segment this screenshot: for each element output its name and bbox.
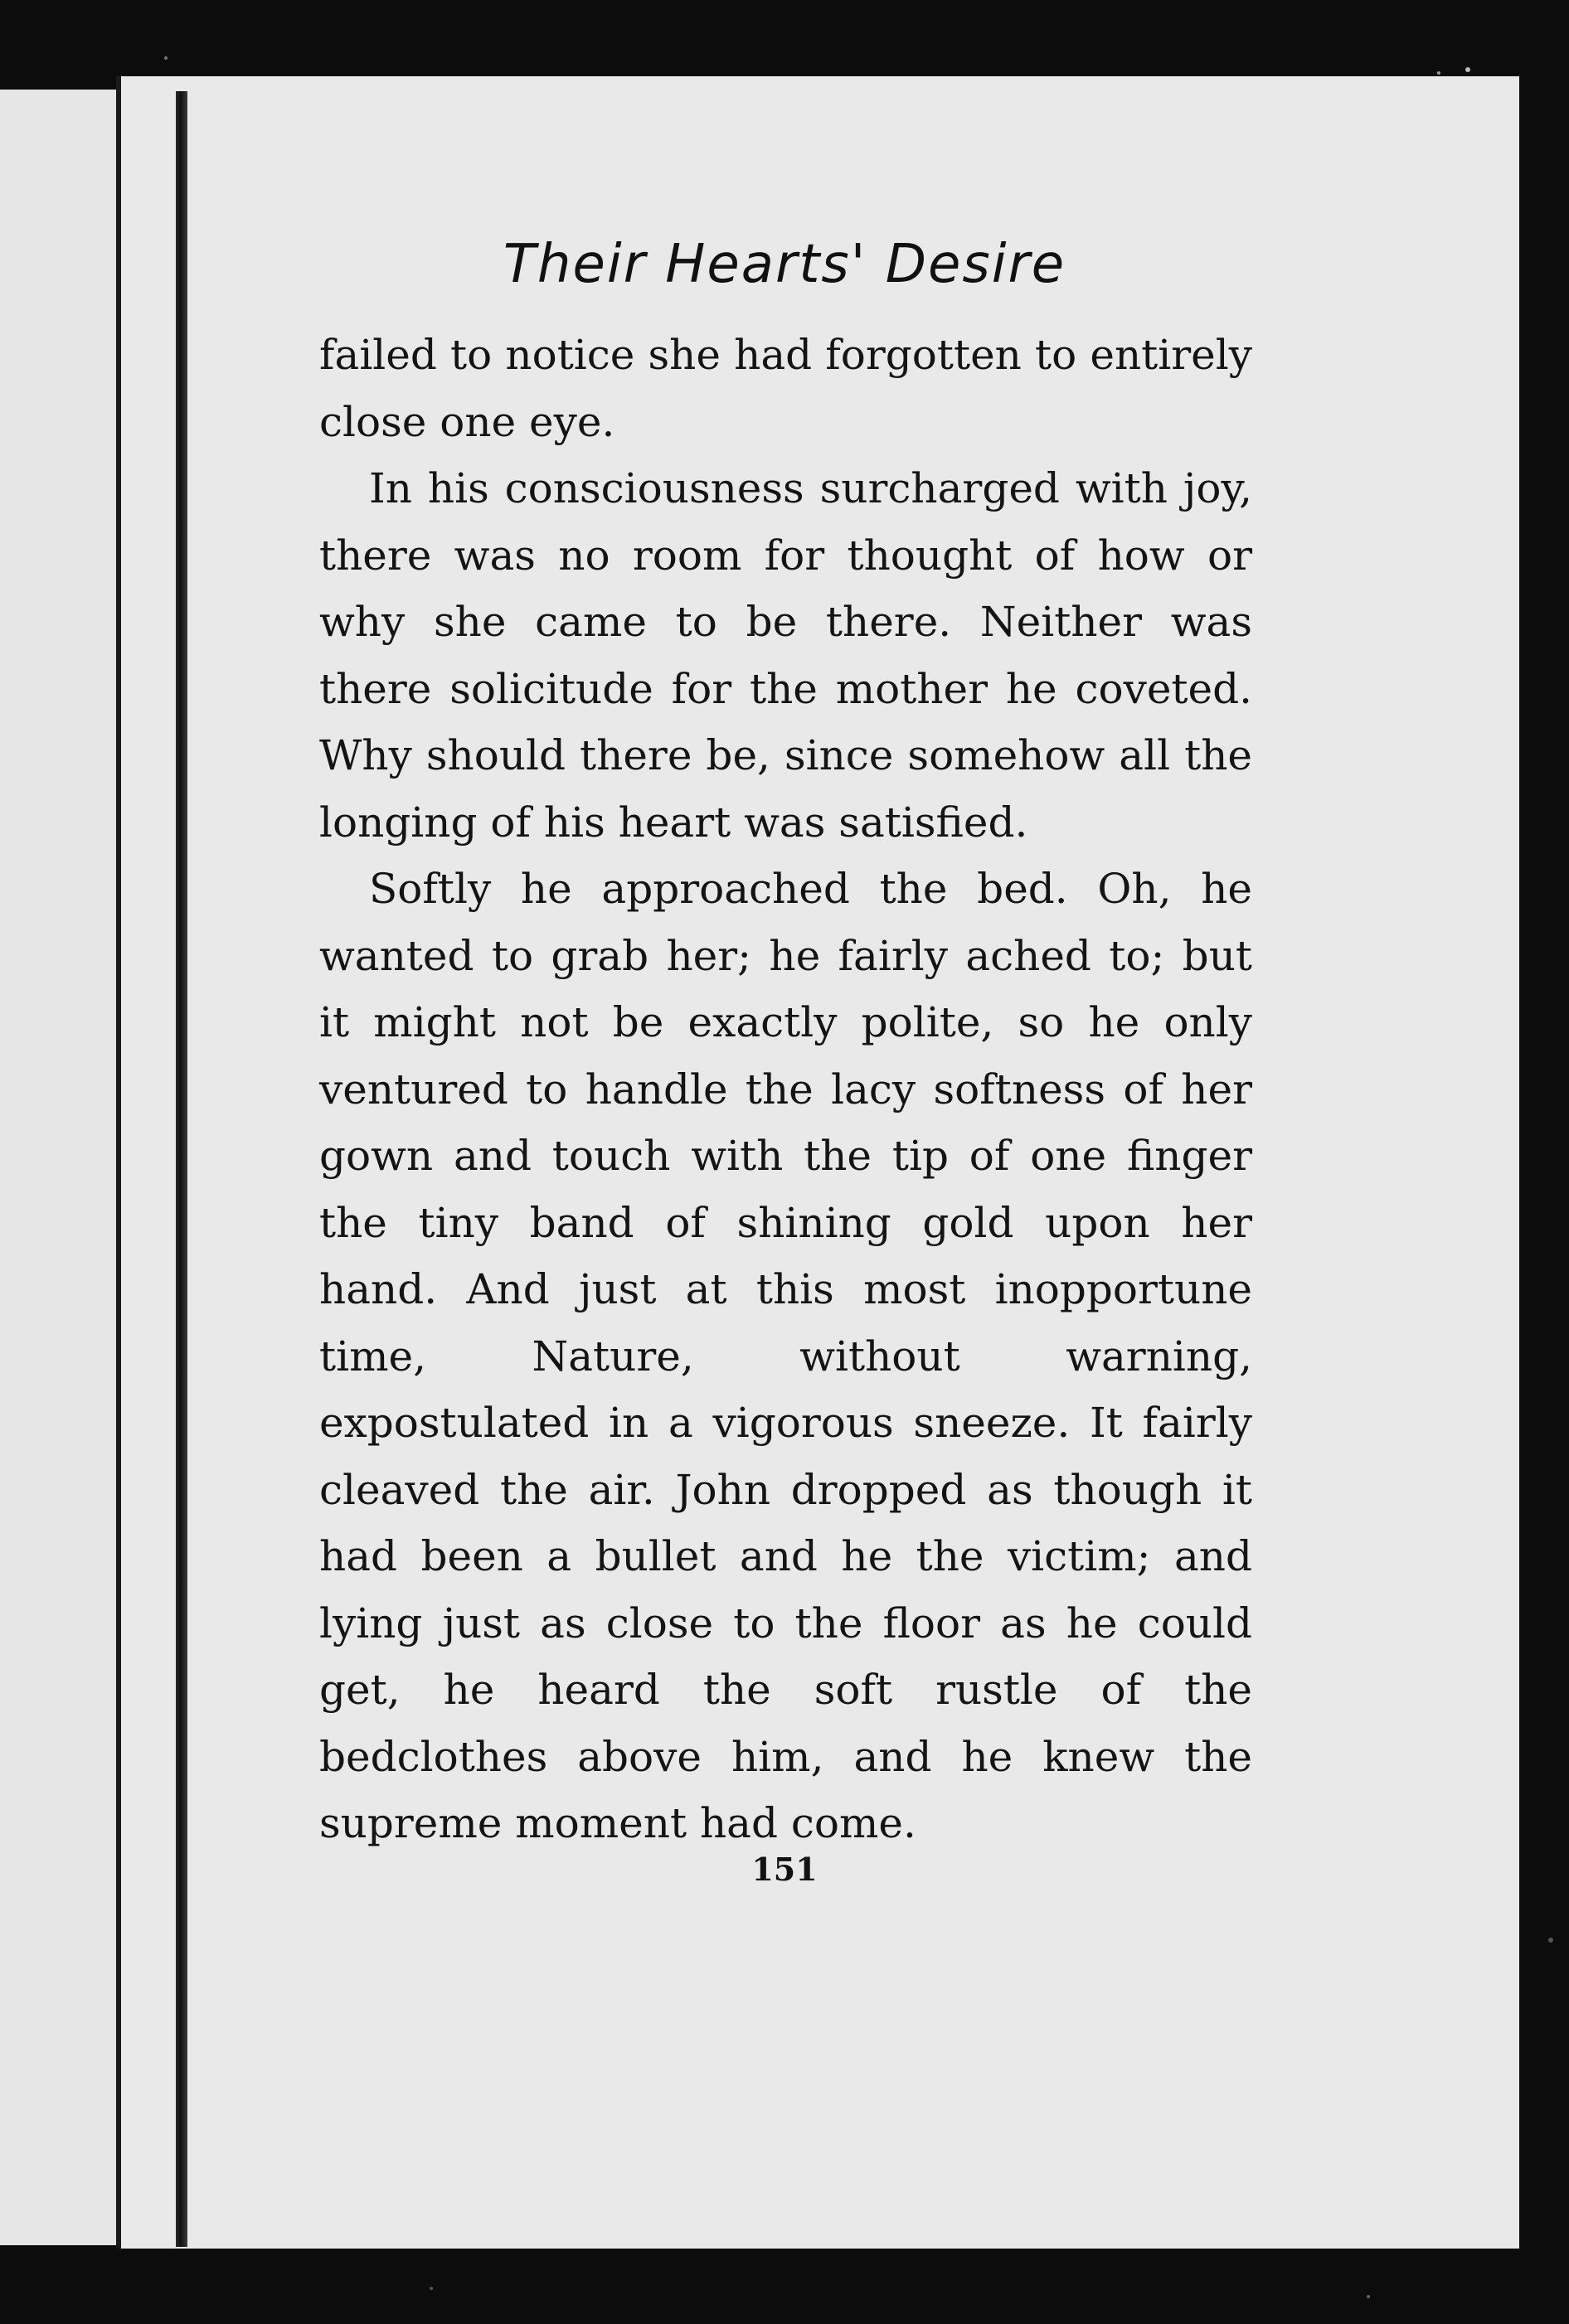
paragraph: Softly he approached the bed. Oh, he wanted to grab her; he fairly ached to; but it might not be exactly polite, so he only ventured to handle the lacy softness of her gown and touch with the tip of one finger the tiny band of shining gold upon her hand. And just at this most inopportune time, Nature, without warning, expostulated in a vigorous sneeze. It fairly cleaved the air. John dropped as though it had been a bullet and he the victim; and lying just as close to the floor as he could get, he heard the soft rustle of the bedclothes above him, and he knew the supreme moment had come. [319, 865, 1252, 1847]
running-head: Their Hearts' Desire [503, 234, 1066, 295]
page-number: 151 [751, 1851, 818, 1888]
paragraph-continued: failed to notice she had forgotten to entirely close one eye. [319, 331, 1252, 446]
paragraph: In his consciousness surcharged with joy, there was no room for thought of how or why she came to be there. Neither was there solicitude for the mother he coveted. Why should there be, since somehow all the longing of his heart was satisfied. [319, 464, 1252, 847]
